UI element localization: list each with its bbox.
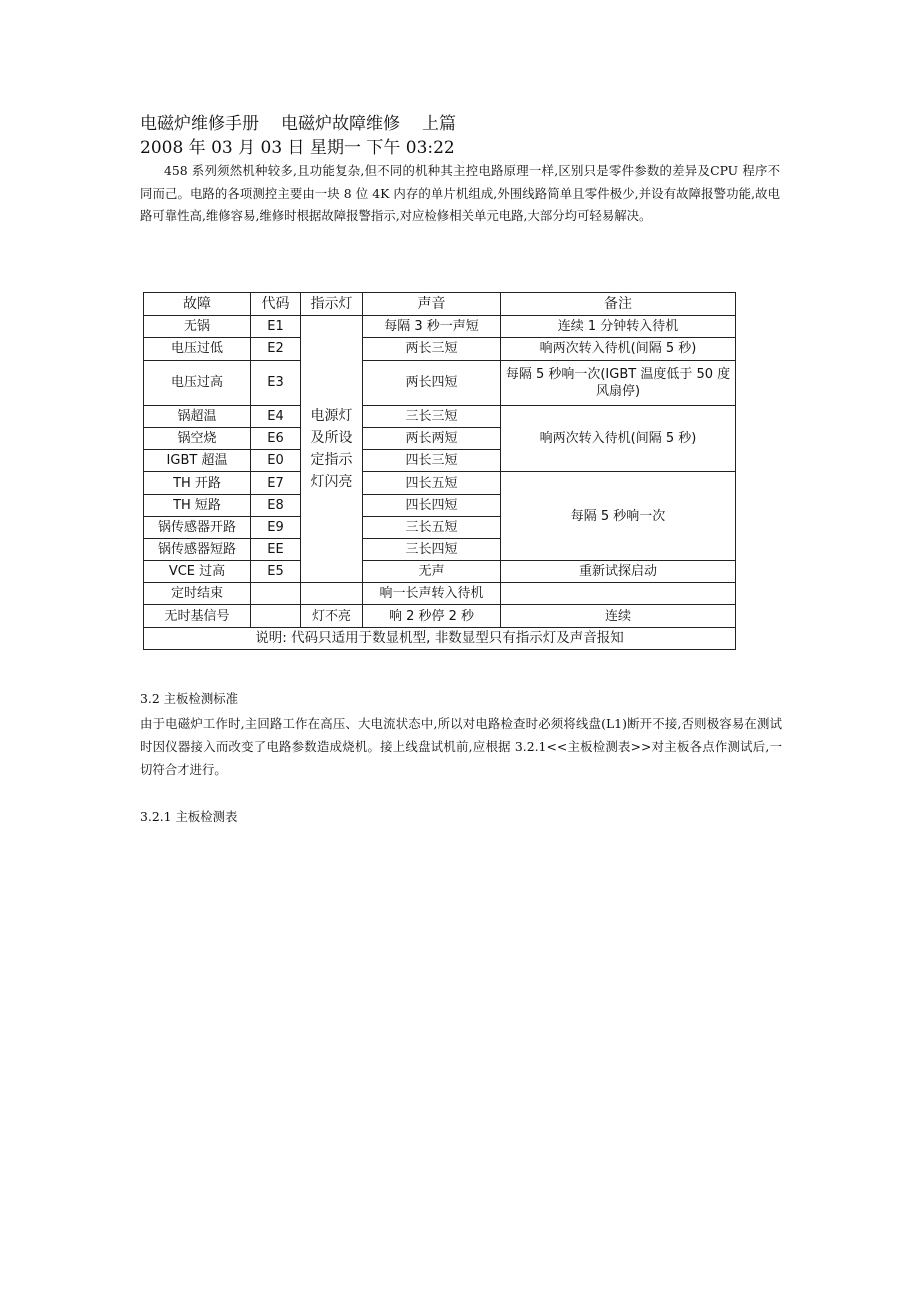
note-cell xyxy=(501,583,736,605)
fault-cell: 锅传感器开路 xyxy=(144,516,251,538)
sound-cell: 三长三短 xyxy=(363,405,501,427)
table-row xyxy=(144,405,736,427)
header-fault: 故障 xyxy=(144,293,251,316)
code-cell xyxy=(251,605,301,627)
note-cell: 重新试探启动 xyxy=(501,561,736,583)
table-footnote: 说明: 代码只适用于数显机型, 非数显型只有指示灯及声音报知 xyxy=(144,627,736,649)
sound-cell: 四长五短 xyxy=(363,472,501,494)
fault-cell: TH 开路 xyxy=(144,472,251,494)
page-title xyxy=(140,112,478,136)
sound-cell: 每隔 3 秒一声短 xyxy=(363,316,501,338)
code-cell: E7 xyxy=(251,472,301,494)
code-cell: EE xyxy=(251,538,301,560)
code-cell: E4 xyxy=(251,405,301,427)
table-row xyxy=(144,316,736,338)
indicator-line: 灯闪亮 xyxy=(310,474,353,491)
note-cell: 连续 1 分钟转入待机 xyxy=(501,316,736,338)
code-cell: E2 xyxy=(251,338,301,360)
note-cell: 每隔 5 秒响一次(IGBT 温度低于 50 度风扇停) xyxy=(501,360,736,405)
title-part-manual: 电磁炉维修手册 xyxy=(140,114,259,134)
fault-cell: 无锅 xyxy=(144,316,251,338)
code-cell: E3 xyxy=(251,360,301,405)
fault-cell: 电压过低 xyxy=(144,338,251,360)
table-header-row xyxy=(144,293,736,316)
table-footer-row xyxy=(144,627,736,649)
sound-cell: 两长两短 xyxy=(363,428,501,450)
table-row xyxy=(144,583,736,605)
header-code: 代码 xyxy=(251,293,301,316)
indicator-cell xyxy=(301,583,363,605)
sound-cell: 响一长声转入待机 xyxy=(363,583,501,605)
indicator-cell: 灯不亮 xyxy=(301,605,363,627)
indicator-line: 及所设 xyxy=(310,430,353,447)
section-heading-3-2: 3.2 主板检测标准 xyxy=(140,691,238,706)
header-sound: 声音 xyxy=(363,293,501,316)
code-cell: E8 xyxy=(251,494,301,516)
sound-cell: 三长五短 xyxy=(363,516,501,538)
intro-paragraph: 458 系列须然机种较多,且功能复杂,但不同的机种其主控电路原理一样,区别只是零件参数的差异及CPU 程序不同而己。电路的各项测控主要由一块 8 位 4K 内存的单片机组成,外围线路简单且零件极少,并设有故障报警功能,故电路可靠性高,维修容易,维修时根据故障报警指示,对应检修相关单元电路,大部分均可轻易解决。 xyxy=(140,163,780,223)
note-cell: 连续 xyxy=(501,605,736,627)
sound-cell: 四长三短 xyxy=(363,450,501,472)
note-merged-cell: 每隔 5 秒响一次 xyxy=(501,472,736,561)
fault-cell: 锅空烧 xyxy=(144,428,251,450)
code-cell xyxy=(251,583,301,605)
header-note: 备注 xyxy=(501,293,736,316)
sound-cell: 两长三短 xyxy=(363,338,501,360)
code-cell: E0 xyxy=(251,450,301,472)
section-paragraph-3-2: 由于电磁炉工作时,主回路工作在高压、大电流状态中,所以对电路检查时必须将线盘(L1)断开不接,否则极容易在测试时因仪器接入而改变了电路参数造成烧机。接上线盘试机前,应根据 3.2.1<<主板检测表>>对主板各点作测试后,一切符合才进行。 xyxy=(140,716,782,777)
fault-cell: 电压过高 xyxy=(144,360,251,405)
fault-code-table xyxy=(143,292,736,650)
code-cell: E5 xyxy=(251,561,301,583)
sound-cell: 四长四短 xyxy=(363,494,501,516)
header-indicator: 指示灯 xyxy=(301,293,363,316)
table-row xyxy=(144,472,736,494)
indicator-line: 定指示 xyxy=(310,452,353,469)
fault-cell: VCE 过高 xyxy=(144,561,251,583)
fault-cell: 无时基信号 xyxy=(144,605,251,627)
fault-cell: TH 短路 xyxy=(144,494,251,516)
fault-cell: 锅传感器短路 xyxy=(144,538,251,560)
table-row xyxy=(144,360,736,405)
code-cell: E9 xyxy=(251,516,301,538)
post-date: 2008 年 03 月 03 日 星期一 下午 03:22 xyxy=(140,138,455,158)
table-row xyxy=(144,561,736,583)
code-cell: E1 xyxy=(251,316,301,338)
note-cell: 响两次转入待机(间隔 5 秒) xyxy=(501,338,736,360)
sound-cell: 三长四短 xyxy=(363,538,501,560)
indicator-merged-cell xyxy=(301,316,363,583)
sound-cell: 两长四短 xyxy=(363,360,501,405)
note-merged-cell: 响两次转入待机(间隔 5 秒) xyxy=(501,405,736,472)
indicator-line: 电源灯 xyxy=(310,408,353,425)
title-part-fault-repair: 电磁炉故障维修 xyxy=(281,114,400,134)
fault-cell: 定时结束 xyxy=(144,583,251,605)
table-row xyxy=(144,605,736,627)
title-part-volume: 上篇 xyxy=(422,114,456,134)
table-row xyxy=(144,338,736,360)
fault-cell: IGBT 超温 xyxy=(144,450,251,472)
section-heading-3-2-1: 3.2.1 主板检测表 xyxy=(140,809,238,824)
fault-cell: 锅超温 xyxy=(144,405,251,427)
sound-cell: 无声 xyxy=(363,561,501,583)
code-cell: E6 xyxy=(251,428,301,450)
sound-cell: 响 2 秒停 2 秒 xyxy=(363,605,501,627)
